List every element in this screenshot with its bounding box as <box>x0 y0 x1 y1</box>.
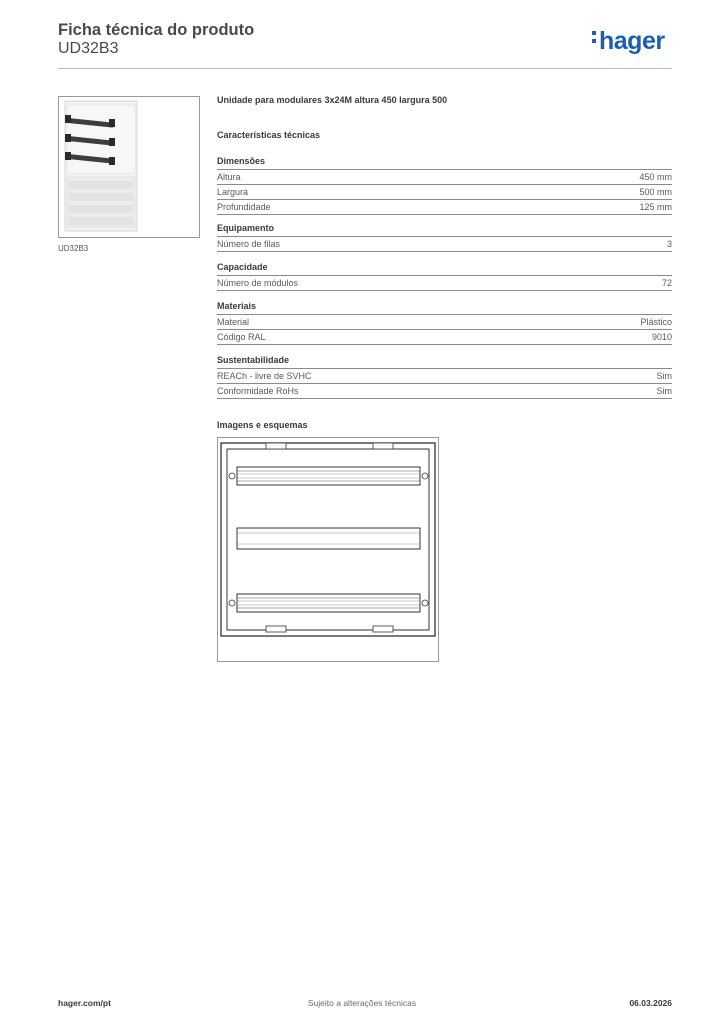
spec-label: Número de módulos <box>217 278 299 288</box>
product-image[interactable] <box>58 96 200 238</box>
section-title: Sustentabilidade <box>217 355 290 365</box>
spec-value: 125 mm <box>639 202 672 212</box>
spec-row-depth <box>217 199 672 215</box>
spec-label: Largura <box>217 187 249 197</box>
section-sustainability <box>217 355 672 399</box>
characteristics-title: Características técnicas <box>217 130 321 140</box>
section-capacity <box>217 262 672 291</box>
spec-label: Profundidade <box>217 202 271 212</box>
product-description: Unidade para modulares 3x24M altura 450 largura 500 <box>217 95 448 105</box>
page-title: Ficha técnica do produto <box>58 21 255 39</box>
spec-value: Sim <box>656 386 672 396</box>
spec-value: 500 mm <box>639 187 672 197</box>
spec-row-width <box>217 184 672 199</box>
spec-label: Material <box>217 317 250 327</box>
spec-row-ral <box>217 329 672 345</box>
section-title: Capacidade <box>217 262 268 272</box>
spec-row-height <box>217 169 672 184</box>
product-photo-icon <box>59 97 199 237</box>
spec-label: Altura <box>217 172 241 182</box>
section-title: Dimensões <box>217 156 266 166</box>
spec-value: 9010 <box>651 332 672 342</box>
footer-website-link[interactable]: hager.com/pt <box>58 998 111 1008</box>
section-equipment <box>217 223 672 252</box>
spec-value: 450 mm <box>639 172 672 182</box>
spec-row-reach <box>217 368 672 383</box>
spec-label: REACh - livre de SVHC <box>217 371 312 381</box>
logo-dots-icon <box>592 28 598 47</box>
section-title: Equipamento <box>217 223 275 233</box>
spec-row-modules <box>217 275 672 291</box>
spec-value: Plástico <box>640 317 672 327</box>
product-reference: UD32B3 <box>58 40 119 57</box>
spec-row-rohs <box>217 383 672 399</box>
section-materials <box>217 301 672 345</box>
images-title: Imagens e esquemas <box>217 420 308 430</box>
technical-drawing[interactable] <box>217 437 439 662</box>
spec-value: Sim <box>656 371 672 381</box>
spec-value: 72 <box>661 278 672 288</box>
section-dimensions <box>217 156 672 215</box>
product-image-caption: UD32B3 <box>58 244 89 253</box>
spec-label: Código RAL <box>217 332 266 342</box>
footer-notice: Sujeito a alterações técnicas <box>307 998 417 1008</box>
spec-row-material <box>217 314 672 329</box>
section-title: Materiais <box>217 301 257 311</box>
front-view-drawing-icon <box>218 438 438 661</box>
logo-text: hager <box>599 27 665 55</box>
spec-value: 3 <box>666 239 672 249</box>
hager-logo[interactable] <box>592 27 665 57</box>
spec-row-rows <box>217 236 672 252</box>
spec-label: Conformidade RoHs <box>217 386 299 396</box>
header-divider <box>58 68 672 69</box>
spec-label: Número de filas <box>217 239 281 249</box>
footer-date: 06.03.2026 <box>629 998 672 1008</box>
